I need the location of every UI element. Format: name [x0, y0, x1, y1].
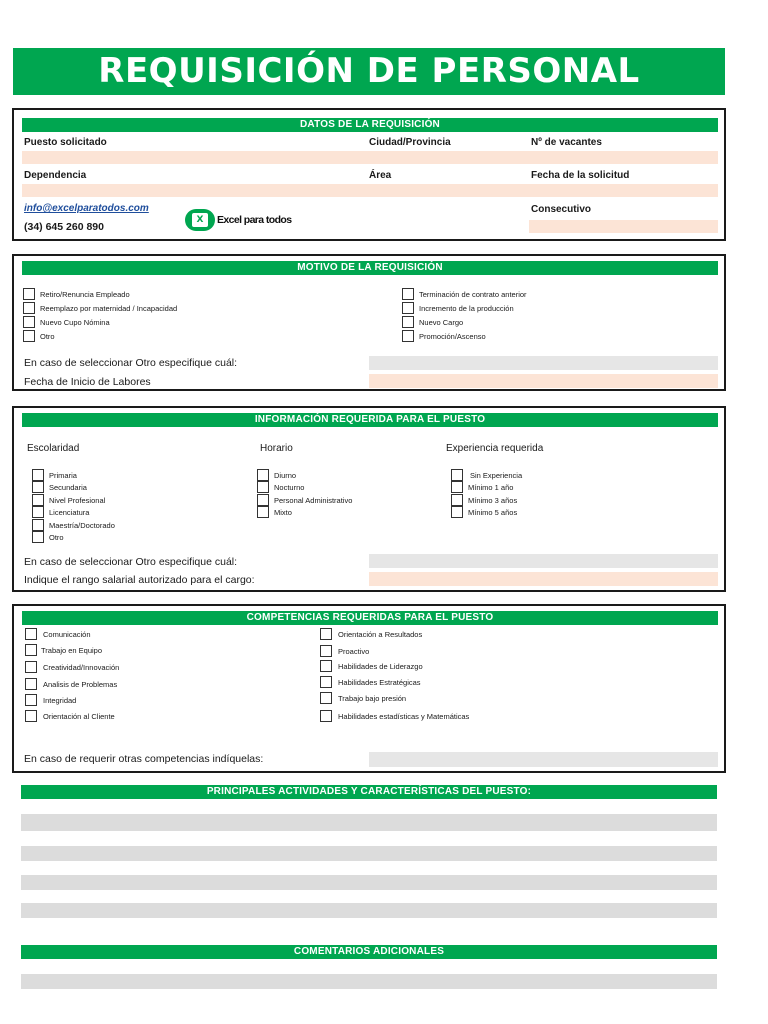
checkbox-competencia-cliente[interactable]: [25, 710, 115, 722]
checkbox-box[interactable]: [32, 481, 44, 493]
checkbox-motivo-nuevo-cupo[interactable]: [23, 316, 110, 328]
checkbox-box[interactable]: [32, 506, 44, 518]
checkbox-motivo-otro[interactable]: [23, 330, 55, 342]
checkbox-escolaridad-licenciatura[interactable]: [32, 506, 89, 518]
checkbox-box[interactable]: [25, 628, 37, 640]
checkbox-box[interactable]: [451, 506, 463, 518]
section-header-motivo: MOTIVO DE LA REQUISICIÓN: [22, 261, 718, 275]
checkbox-horario-mixto[interactable]: [257, 506, 292, 518]
checkbox-experiencia-1[interactable]: [451, 481, 513, 493]
checkbox-motivo-promocion[interactable]: [402, 330, 486, 342]
label-consecutivo: Consecutivo: [531, 204, 592, 215]
checkbox-competencia-equipo[interactable]: [25, 644, 102, 656]
label-escolaridad: Escolaridad: [27, 443, 80, 454]
checkbox-label: Mínimo 3 años: [468, 495, 518, 505]
checkbox-label: Integridad: [43, 695, 77, 705]
checkbox-box[interactable]: [402, 316, 414, 328]
label-fecha-inicio: Fecha de Inicio de Labores: [24, 376, 151, 388]
field-puesto-row[interactable]: [22, 151, 718, 164]
checkbox-escolaridad-profesional[interactable]: [32, 494, 105, 506]
checkbox-horario-diurno[interactable]: [257, 469, 296, 481]
page-title: REQUISICIÓN DE PERSONAL: [13, 48, 725, 95]
checkbox-label: Comunicación: [43, 629, 91, 639]
checkbox-box[interactable]: [25, 678, 37, 690]
checkbox-label: Nivel Profesional: [49, 495, 106, 505]
checkbox-label: Mínimo 1 año: [468, 482, 514, 492]
checkbox-competencia-creatividad[interactable]: [25, 661, 119, 673]
checkbox-box[interactable]: [320, 692, 332, 704]
checkbox-box[interactable]: [451, 469, 463, 481]
checkbox-box[interactable]: [402, 302, 414, 314]
checkbox-escolaridad-otro[interactable]: [32, 531, 64, 543]
label-puesto: Puesto solicitado: [24, 137, 107, 148]
excel-logo: [185, 209, 291, 231]
checkbox-label: Proactivo: [338, 646, 370, 656]
field-actividad-4[interactable]: [21, 903, 717, 918]
checkbox-box[interactable]: [23, 316, 35, 328]
checkbox-label: Analisis de Problemas: [43, 679, 118, 689]
checkbox-label: Diurno: [274, 470, 297, 480]
field-otro-especifique[interactable]: [369, 356, 718, 370]
section-competencias: [12, 604, 726, 773]
checkbox-box[interactable]: [25, 710, 37, 722]
label-area: Área: [369, 170, 392, 181]
checkbox-competencia-estadisticas[interactable]: [320, 710, 469, 722]
checkbox-box[interactable]: [25, 694, 37, 706]
checkbox-box[interactable]: [32, 494, 44, 506]
checkbox-label: Sin Experiencia: [470, 470, 523, 480]
checkbox-box[interactable]: [257, 481, 269, 493]
checkbox-label: Licenciatura: [49, 507, 90, 517]
logo-text: Excel para todos: [217, 214, 292, 226]
checkbox-box[interactable]: [257, 506, 269, 518]
checkbox-box[interactable]: [32, 519, 44, 531]
checkbox-label: Habilidades de Liderazgo: [338, 661, 423, 671]
checkbox-box[interactable]: [451, 481, 463, 493]
field-otro-especifique-info[interactable]: [369, 554, 718, 568]
checkbox-horario-nocturno[interactable]: [257, 481, 304, 493]
field-actividad-3[interactable]: [21, 875, 717, 890]
section-informacion: [12, 406, 726, 592]
checkbox-label: Retiro/Renuncia Empleado: [40, 289, 130, 299]
checkbox-label: Orientación al Cliente: [43, 711, 115, 721]
field-rango-salarial[interactable]: [369, 572, 718, 586]
checkbox-competencia-analisis[interactable]: [25, 678, 117, 690]
field-fecha-inicio[interactable]: [369, 374, 718, 388]
checkbox-label: Promoción/Ascenso: [419, 331, 486, 341]
checkbox-box[interactable]: [320, 645, 332, 657]
checkbox-box[interactable]: [257, 469, 269, 481]
checkbox-label: Nuevo Cargo: [419, 317, 464, 327]
label-rango-salarial: Indique el rango salarial autorizado para el cargo:: [24, 574, 255, 586]
checkbox-label: Trabajo en Equipo: [41, 645, 103, 655]
section-motivo: [12, 254, 726, 391]
section-header-actividades: PRINCIPALES ACTIVIDADES Y CARACTERÍSTICAS DEL PUESTO:: [21, 785, 717, 799]
checkbox-box[interactable]: [25, 644, 37, 656]
excel-icon: [185, 209, 215, 231]
label-otro-especifique: En caso de seleccionar Otro especifique cuál:: [24, 357, 238, 369]
email-link[interactable]: info@excelparatodos.com: [24, 203, 149, 214]
label-horario: Horario: [260, 443, 293, 454]
checkbox-label: Otro: [40, 331, 55, 341]
checkbox-label: Habilidades estadísticas y Matemáticas: [338, 711, 470, 721]
label-otro-especifique-info: En caso de seleccionar Otro especifique cuál:: [24, 556, 238, 568]
section-header-informacion: INFORMACIÓN REQUERIDA PARA EL PUESTO: [22, 413, 718, 427]
label-dependencia: Dependencia: [24, 170, 87, 181]
checkbox-escolaridad-secundaria[interactable]: [32, 481, 87, 493]
checkbox-motivo-reemplazo[interactable]: [23, 302, 177, 314]
checkbox-motivo-retiro[interactable]: [23, 288, 130, 300]
checkbox-motivo-nuevo-cargo[interactable]: [402, 316, 463, 328]
checkbox-box[interactable]: [320, 628, 332, 640]
section-header-comentarios: COMENTARIOS ADICIONALES: [21, 945, 717, 959]
checkbox-escolaridad-maestria[interactable]: [32, 519, 115, 531]
checkbox-label: Otro: [49, 532, 64, 542]
checkbox-experiencia-5[interactable]: [451, 506, 517, 518]
checkbox-label: Habilidades Estratégicas: [338, 677, 421, 687]
section-datos: [12, 108, 726, 241]
checkbox-box[interactable]: [320, 676, 332, 688]
phone-number: (34) 645 260 890: [24, 221, 104, 233]
checkbox-box[interactable]: [402, 288, 414, 300]
field-otras-competencias[interactable]: [369, 752, 718, 767]
checkbox-horario-administrativo[interactable]: [257, 494, 352, 506]
checkbox-label: Trabajo bajo presión: [338, 693, 407, 703]
checkbox-label: Mixto: [274, 507, 292, 517]
checkbox-experiencia-sin[interactable]: [451, 469, 522, 481]
field-actividad-2[interactable]: [21, 846, 717, 861]
checkbox-label: Primaria: [49, 470, 77, 480]
checkbox-box[interactable]: [25, 661, 37, 673]
section-header-datos: DATOS DE LA REQUISICIÓN: [22, 118, 718, 132]
field-comentarios[interactable]: [21, 974, 717, 989]
checkbox-label: Incremento de la producción: [419, 303, 514, 313]
label-vacantes: Nº de vacantes: [531, 137, 602, 148]
checkbox-competencia-comunicacion[interactable]: [25, 628, 91, 640]
label-experiencia: Experiencia requerida: [446, 443, 544, 454]
label-ciudad: Ciudad/Provincia: [369, 137, 451, 148]
checkbox-label: Orientación a Resultados: [338, 629, 423, 639]
checkbox-box[interactable]: [23, 302, 35, 314]
checkbox-competencia-estrategicas[interactable]: [320, 676, 421, 688]
checkbox-label: Terminación de contrato anterior: [419, 289, 527, 299]
checkbox-box[interactable]: [257, 494, 269, 506]
checkbox-box[interactable]: [32, 469, 44, 481]
checkbox-label: Personal Administrativo: [274, 495, 353, 505]
checkbox-competencia-integridad[interactable]: [25, 694, 76, 706]
checkbox-box[interactable]: [320, 660, 332, 672]
checkbox-label: Creatividad/Innovación: [43, 662, 120, 672]
checkbox-box[interactable]: [32, 531, 44, 543]
checkbox-label: Nuevo Cupo Nómina: [40, 317, 110, 327]
checkbox-label: Maestría/Doctorado: [49, 520, 115, 530]
checkbox-box[interactable]: [23, 288, 35, 300]
checkbox-escolaridad-primaria[interactable]: [32, 469, 77, 481]
checkbox-motivo-terminacion[interactable]: [402, 288, 527, 300]
checkbox-box[interactable]: [451, 494, 463, 506]
checkbox-box[interactable]: [23, 330, 35, 342]
field-consecutivo[interactable]: [529, 220, 718, 233]
checkbox-label: Secundaria: [49, 482, 87, 492]
checkbox-competencia-presion[interactable]: [320, 692, 406, 704]
checkbox-competencia-resultados[interactable]: [320, 628, 422, 640]
checkbox-label: Reemplazo por maternidad / Incapacidad: [40, 303, 178, 313]
checkbox-label: Nocturno: [274, 482, 305, 492]
checkbox-competencia-proactivo[interactable]: [320, 645, 369, 657]
field-actividad-1[interactable]: [21, 814, 717, 831]
label-otras-competencias: En caso de requerir otras competencias indíquelas:: [24, 753, 264, 765]
section-header-competencias: COMPETENCIAS REQUERIDAS PARA EL PUESTO: [22, 611, 718, 625]
checkbox-motivo-incremento[interactable]: [402, 302, 514, 314]
checkbox-experiencia-3[interactable]: [451, 494, 517, 506]
excel-letter: X: [192, 213, 208, 227]
field-dependencia-row[interactable]: [22, 184, 718, 197]
checkbox-competencia-liderazgo[interactable]: [320, 660, 423, 672]
checkbox-box[interactable]: [320, 710, 332, 722]
label-fecha-solicitud: Fecha de la solicitud: [531, 170, 630, 181]
checkbox-label: Mínimo 5 años: [468, 507, 518, 517]
checkbox-box[interactable]: [402, 330, 414, 342]
